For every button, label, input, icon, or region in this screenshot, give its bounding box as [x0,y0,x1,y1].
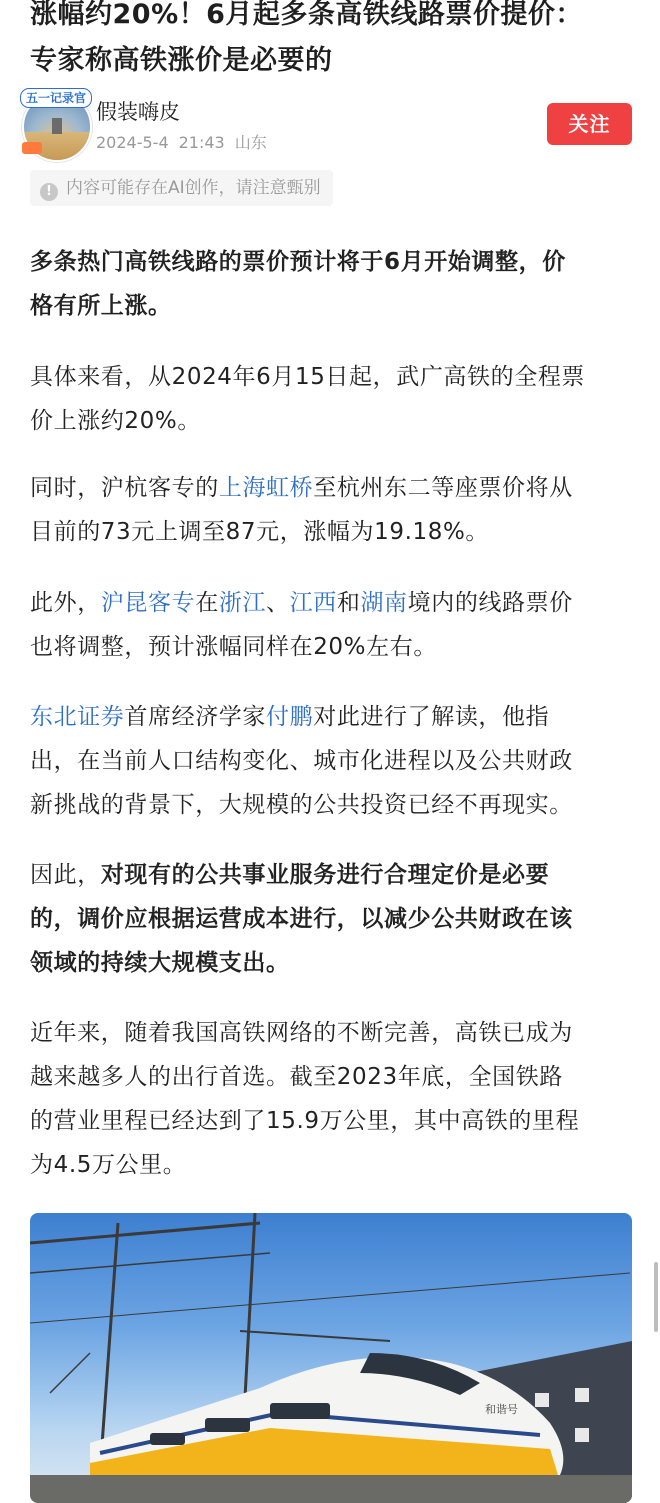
text-span: 和 [336,590,361,616]
paragraph-line: 目前的73元上调至87元，涨幅为19.18%。 [30,519,490,545]
publish-location: 山东 [234,133,267,152]
author-name[interactable]: 假装嗨皮 [96,100,180,124]
info-icon: ! [40,183,58,201]
bold-span: 对现有的公共事业服务进行合理定价是必要 [100,862,550,888]
avatar-tower [52,118,62,134]
avatar-sticker-icon [22,142,42,154]
link-jiangxi[interactable]: 江西 [289,590,337,616]
link-hukun[interactable]: 沪昆客专 [100,590,196,616]
publish-date: 2024-5-4 [96,133,169,152]
avatar-badge: 五一记录官 [20,88,92,108]
paragraph-3 [30,466,634,554]
paragraph-line [30,941,634,985]
paragraph-line: 具体来看，从2024年6月15日起，武广高铁的全程票 [30,364,586,390]
link-zhejiang[interactable]: 浙江 [218,590,267,616]
text-span: 至杭州东二等座票价将从 [313,475,573,501]
text-span: 对此进行了解读，他指 [313,704,550,730]
paragraph-6 [30,853,634,985]
paragraph-line: 新挑战的背景下，大规模的公共投资已经不再现实。 [30,792,573,818]
text-span: 此外， [30,590,101,616]
link-fu-peng[interactable]: 付鹏 [266,704,314,730]
text-span: 在 [195,590,219,616]
train-logo-text: 和谐号 [485,1403,518,1416]
paragraph-line [30,853,634,897]
paragraph-line: 价上涨约20%。 [30,408,201,434]
follow-button[interactable]: 关注 [547,103,632,145]
ai-notice-text: 内容可能存在AI创作，请注意甄别 [66,178,321,198]
publish-time: 21:43 [178,133,225,152]
text-span: 首席经济学家 [124,704,267,730]
article-title-line: 专家称高铁涨价是必要的 [30,45,333,76]
link-hunan[interactable]: 湖南 [360,590,408,616]
paragraph-lead [30,240,634,328]
paragraph-2 [30,355,634,443]
text-span: 、 [266,590,290,616]
paragraph-line [30,897,634,941]
paragraph-line [30,466,634,510]
bold-span: 的，调价应根据运营成本进行，以减少公共财政在该 [30,906,573,932]
railway-ground [30,1475,632,1503]
link-northeast-securities[interactable]: 东北证券 [30,704,125,730]
paragraph-line: 为4.5万公里。 [30,1152,187,1178]
text-span: 因此， [30,862,101,888]
paragraph-line: 的营业里程已经达到了15.9万公里，其中高铁的里程 [30,1108,580,1134]
article-photo-high-speed-train[interactable] [30,1213,632,1503]
author-bar [22,90,640,158]
paragraph-7 [30,1011,634,1187]
link-shanghai-hongqiao[interactable]: 上海虹桥 [218,475,314,501]
paragraph-line [30,695,634,739]
article-title [30,0,640,84]
paragraph-4 [30,581,634,669]
paragraph-line [30,581,634,625]
paragraph-line: 格有所上涨。 [30,293,172,319]
article-title-line: 涨幅约20%！6月起多条高铁线路票价提价： [30,0,583,30]
text-span: 同时，沪杭客专的 [30,475,219,501]
paragraph-5 [30,695,634,827]
publish-meta [96,130,277,153]
paragraph-line: 近年来，随着我国高铁网络的不断完善，高铁已成为 [30,1020,573,1046]
ai-content-notice [30,170,333,206]
train-photo-svg [30,1213,632,1503]
paragraph-line: 也将调整，预计涨幅同样在20%左右。 [30,634,437,660]
paragraph-line: 多条热门高铁线路的票价预计将于6月开始调整，价 [30,249,566,275]
bold-span: 领域的持续大规模支出。 [30,950,290,976]
paragraph-line: 越来越多人的出行首选。截至2023年底，全国铁路 [30,1064,563,1090]
paragraph-line: 出，在当前人口结构变化、城市化进程以及公共财政 [30,748,573,774]
scrollbar-thumb[interactable] [654,1262,658,1332]
text-span: 境内的线路票价 [407,590,573,616]
